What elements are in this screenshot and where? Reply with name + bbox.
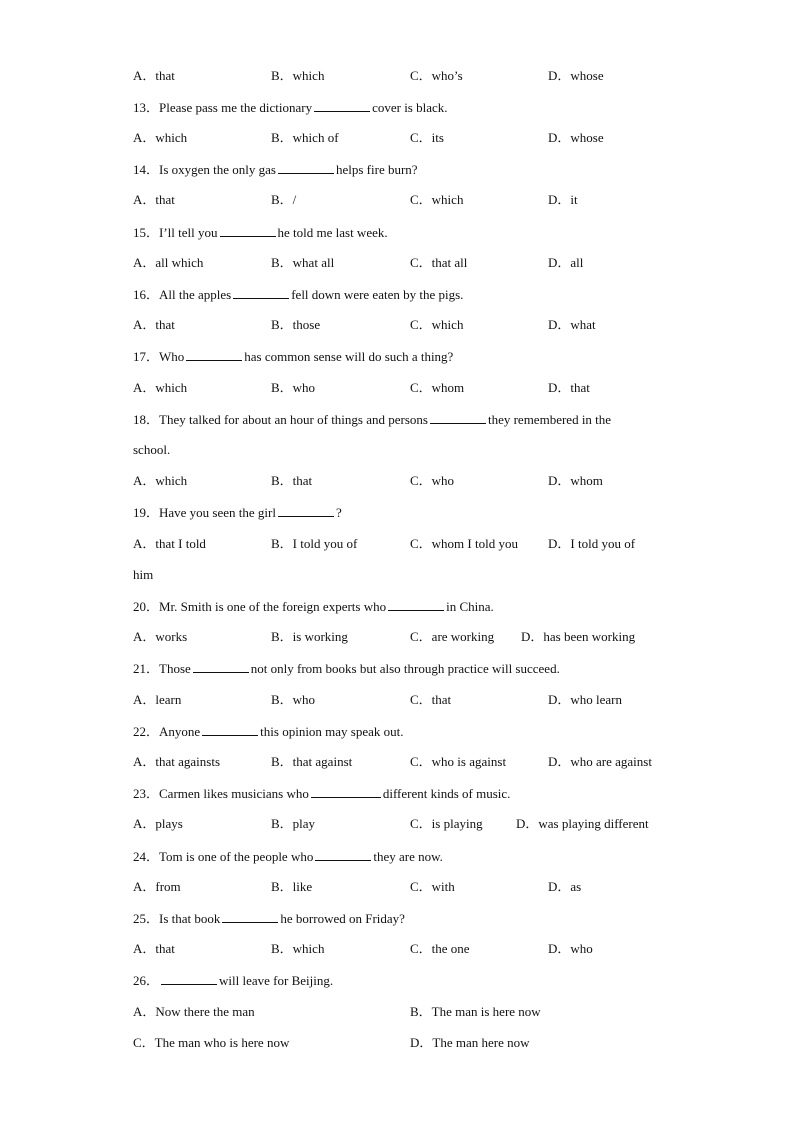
- answer-option[interactable]: B．which: [271, 68, 325, 83]
- question-text: 15．I’ll tell you he told me last week.: [133, 225, 388, 240]
- answer-option[interactable]: A．plays: [133, 816, 183, 831]
- answer-option[interactable]: D．it: [548, 192, 578, 207]
- answer-blank: [186, 348, 242, 361]
- answer-option[interactable]: D．as: [548, 879, 582, 894]
- question-text: 24．Tom is one of the people who they are now.: [133, 849, 443, 864]
- answer-option[interactable]: C．the one: [410, 941, 470, 956]
- answer-blank: [222, 910, 278, 923]
- answer-option[interactable]: A．which: [133, 130, 188, 145]
- answer-blank: [233, 286, 289, 299]
- answer-option[interactable]: B．/: [271, 192, 297, 207]
- answer-option[interactable]: C．with: [410, 879, 455, 894]
- answer-blank: [430, 411, 486, 424]
- answer-option[interactable]: B．I told you of: [271, 536, 358, 551]
- answer-option[interactable]: A．that againsts: [133, 754, 221, 769]
- answer-option[interactable]: C．that all: [410, 255, 468, 270]
- answer-option[interactable]: C．which: [410, 192, 464, 207]
- answer-option[interactable]: A．which: [133, 473, 188, 488]
- answer-option[interactable]: A．that: [133, 941, 175, 956]
- answer-option[interactable]: D．whose: [548, 68, 604, 83]
- answer-option[interactable]: A．that: [133, 68, 175, 83]
- answer-option[interactable]: A．that: [133, 192, 175, 207]
- answer-blank: [161, 972, 217, 985]
- answer-option[interactable]: C．are working: [410, 629, 495, 644]
- answer-option[interactable]: C．whom: [410, 380, 465, 395]
- answer-option[interactable]: A．that I told: [133, 536, 206, 551]
- question-text: 17．Who has common sense will do such a thing?: [133, 349, 454, 364]
- answer-option[interactable]: B．is working: [271, 629, 348, 644]
- answer-blank: [314, 99, 370, 112]
- answer-option[interactable]: B．that: [271, 473, 313, 488]
- answer-option[interactable]: C．is playing: [410, 816, 483, 831]
- question-text: 18．They talked for about an hour of things and persons they remembered in the: [133, 412, 612, 427]
- answer-option[interactable]: D．that: [548, 380, 590, 395]
- answer-option[interactable]: D．I told you of: [548, 536, 636, 551]
- answer-option[interactable]: B．that against: [271, 754, 353, 769]
- answer-option[interactable]: D．what: [548, 317, 596, 332]
- answer-option[interactable]: D．The man here now: [410, 1035, 530, 1050]
- answer-blank: [278, 161, 334, 174]
- question-text: 21．Those not only from books but also through practice will succeed.: [133, 661, 560, 676]
- answer-blank: [311, 785, 381, 798]
- answer-option[interactable]: D．whom: [548, 473, 603, 488]
- question-continuation: him: [133, 567, 154, 582]
- answer-option[interactable]: D．whose: [548, 130, 604, 145]
- question-text: 14．Is oxygen the only gas helps fire burn?: [133, 162, 418, 177]
- answer-blank: [278, 504, 334, 517]
- answer-blank: [193, 660, 249, 673]
- answer-option[interactable]: B．those: [271, 317, 321, 332]
- question-text: 13．Please pass me the dictionary cover is black.: [133, 100, 448, 115]
- answer-option[interactable]: A．learn: [133, 692, 182, 707]
- answer-option[interactable]: B．which: [271, 941, 325, 956]
- answer-option[interactable]: A．works: [133, 629, 188, 644]
- answer-blank: [220, 224, 276, 237]
- answer-option[interactable]: A．all which: [133, 255, 204, 270]
- question-continuation: school.: [133, 442, 171, 457]
- answer-option[interactable]: D．who are against: [548, 754, 652, 769]
- answer-option[interactable]: C．that: [410, 692, 452, 707]
- answer-option[interactable]: C．which: [410, 317, 464, 332]
- answer-option[interactable]: B．what all: [271, 255, 335, 270]
- answer-option[interactable]: B．which of: [271, 130, 339, 145]
- answer-option[interactable]: D．all: [548, 255, 584, 270]
- question-text: 19．Have you seen the girl ?: [133, 505, 342, 520]
- answer-option[interactable]: C．who is against: [410, 754, 507, 769]
- answer-option[interactable]: D．has been working: [521, 629, 636, 644]
- question-text: 25．Is that book he borrowed on Friday?: [133, 911, 405, 926]
- answer-option[interactable]: B．who: [271, 692, 316, 707]
- question-text: 23．Carmen likes musicians who different kinds of music.: [133, 786, 511, 801]
- answer-option[interactable]: C．The man who is here now: [133, 1035, 290, 1050]
- answer-option[interactable]: C．who: [410, 473, 455, 488]
- answer-option[interactable]: B．who: [271, 380, 316, 395]
- answer-option[interactable]: C．its: [410, 130, 444, 145]
- question-text: 26． will leave for Beijing.: [133, 973, 334, 988]
- answer-option[interactable]: D．who: [548, 941, 593, 956]
- answer-option[interactable]: C．whom I told you: [410, 536, 518, 551]
- answer-blank: [388, 598, 444, 611]
- answer-option[interactable]: B．play: [271, 816, 316, 831]
- answer-option[interactable]: A．which: [133, 380, 188, 395]
- question-text: 20．Mr. Smith is one of the foreign experts who in China.: [133, 599, 494, 614]
- answer-option[interactable]: C．who’s: [410, 68, 463, 83]
- answer-option[interactable]: D．who learn: [548, 692, 623, 707]
- answer-option[interactable]: B．The man is here now: [410, 1004, 541, 1019]
- answer-option[interactable]: A．that: [133, 317, 175, 332]
- question-text: 22．Anyone this opinion may speak out.: [133, 724, 404, 739]
- answer-option[interactable]: B．like: [271, 879, 313, 894]
- answer-option[interactable]: A．from: [133, 879, 181, 894]
- question-text: 16．All the apples fell down were eaten by the pigs.: [133, 287, 464, 302]
- answer-option[interactable]: A．Now there the man: [133, 1004, 255, 1019]
- answer-option[interactable]: D．was playing different: [516, 816, 649, 831]
- answer-blank: [202, 723, 258, 736]
- answer-blank: [315, 848, 371, 861]
